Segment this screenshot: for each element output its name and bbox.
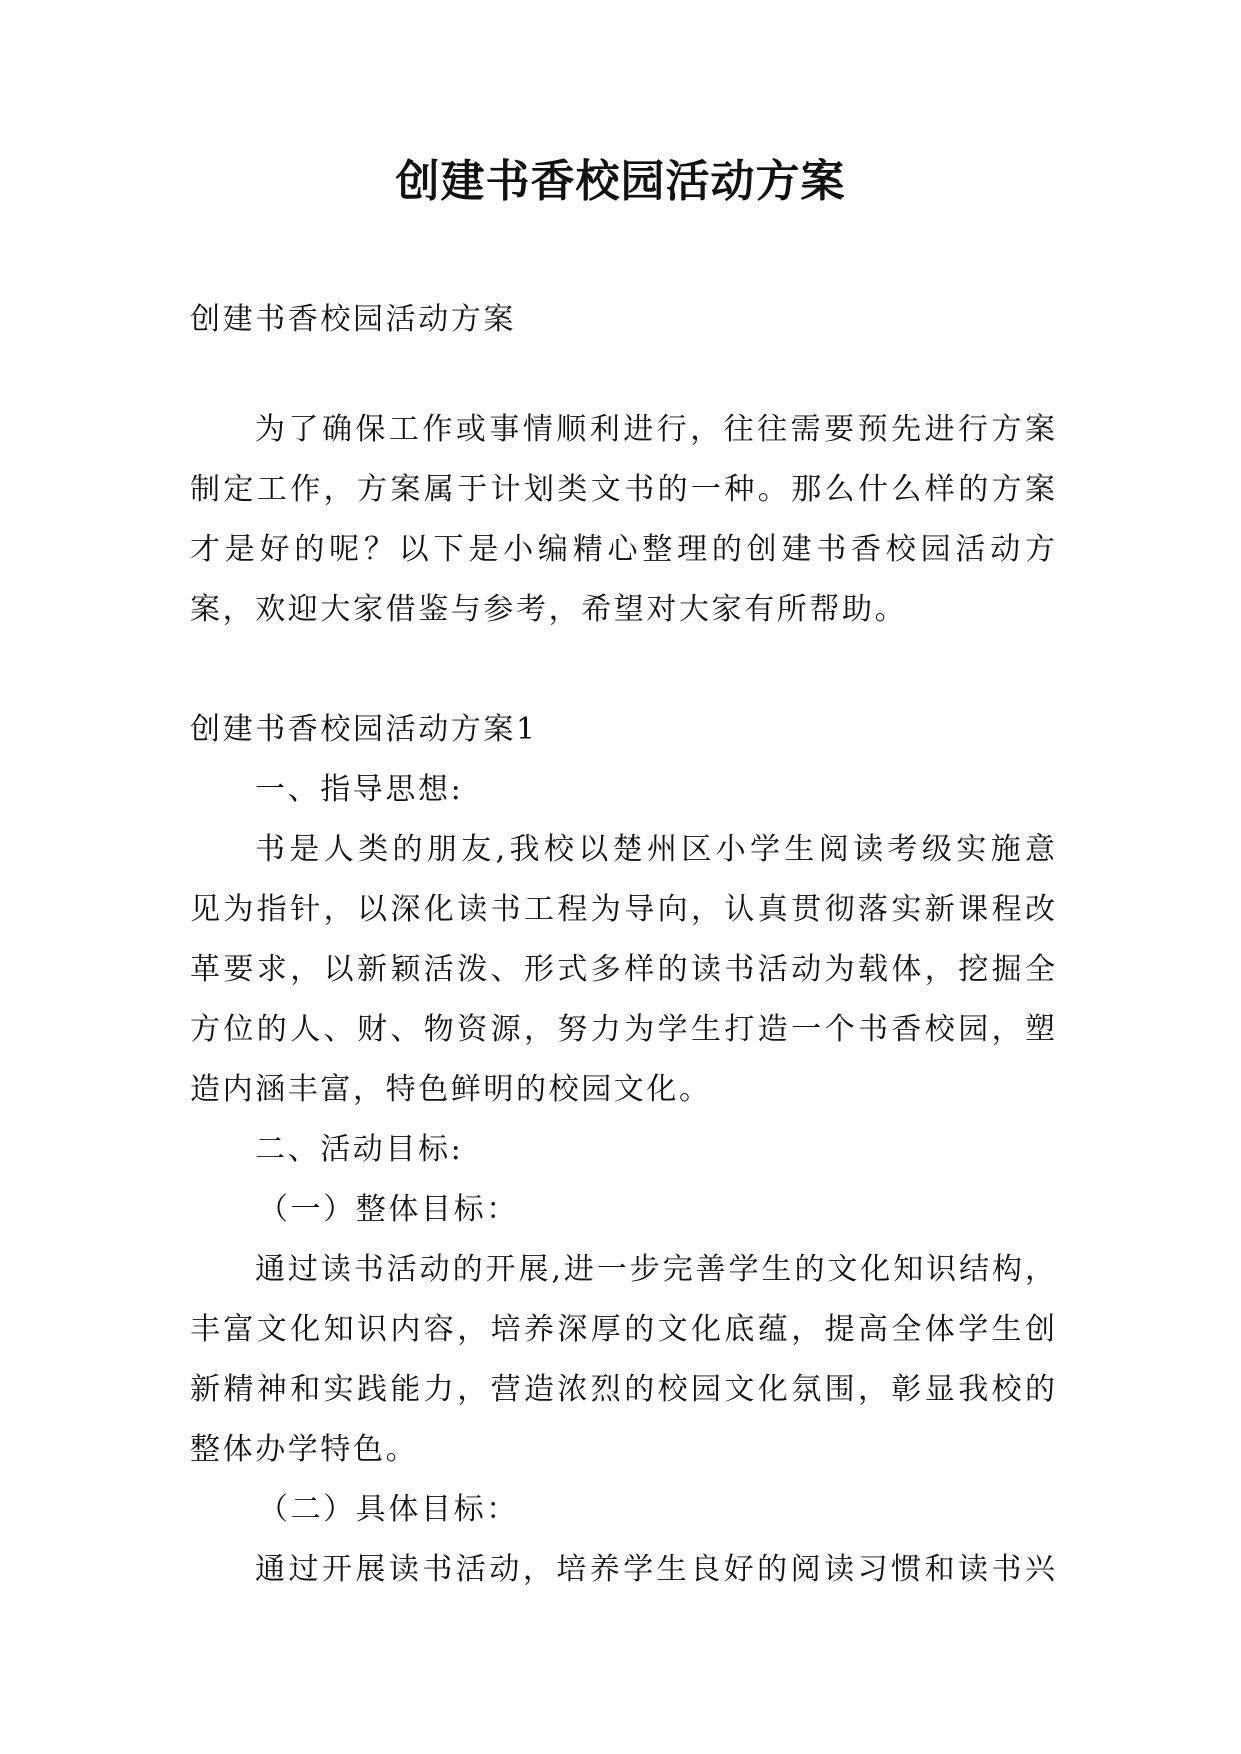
intro-line-2: 制定工作，方案属于计划类文书的一种。那么什么样的方案 — [190, 472, 1055, 507]
overall-line-4: 整体办学特色。 — [190, 1432, 419, 1467]
overall-line-1: 通过读书活动的开展,进一步完善学生的文化知识结构， — [255, 1252, 1055, 1287]
guiding-line-3: 革要求，以新颖活泼、形式多样的读书活动为载体，挖掘全 — [190, 952, 1055, 987]
guiding-line-4: 方位的人、财、物资源，努力为学生打造一个书香校园，塑 — [190, 1012, 1055, 1047]
heading-specific: （二）具体目标： — [258, 1492, 519, 1527]
overall-line-3: 新精神和实践能力，营造浓烈的校园文化氛围，彰显我校的 — [190, 1372, 1055, 1407]
guiding-line-1: 书是人类的朋友,我校以楚州区小学生阅读考级实施意 — [255, 832, 1055, 867]
heading-goals: 二、活动目标: — [255, 1132, 464, 1167]
overall-line-2: 丰富文化知识内容，培养深厚的文化底蕴，提高全体学生创 — [190, 1312, 1055, 1347]
intro-line-4: 案，欢迎大家借鉴与参考，希望对大家有所帮助。 — [190, 592, 908, 627]
document-title: 创建书香校园活动方案 — [395, 156, 846, 207]
section-title: 创建书香校园活动方案1 — [190, 712, 538, 747]
document-subtitle: 创建书香校园活动方案 — [190, 302, 516, 337]
specific-line-1: 通过开展读书活动，培养学生良好的阅读习惯和读书兴 — [255, 1552, 1055, 1587]
guiding-line-2: 见为指针，以深化读书工程为导向，认真贯彻落实新课程改 — [190, 892, 1055, 927]
intro-line-3: 才是好的呢？以下是小编精心整理的创建书香校园活动方 — [190, 532, 1055, 567]
heading-overall: （一）整体目标： — [258, 1192, 519, 1227]
guiding-line-5: 造内涵丰富，特色鲜明的校园文化。 — [190, 1072, 712, 1107]
intro-line-1: 为了确保工作或事情顺利进行，往往需要预先进行方案 — [255, 412, 1055, 447]
heading-guiding: 一、指导思想: — [255, 772, 464, 807]
